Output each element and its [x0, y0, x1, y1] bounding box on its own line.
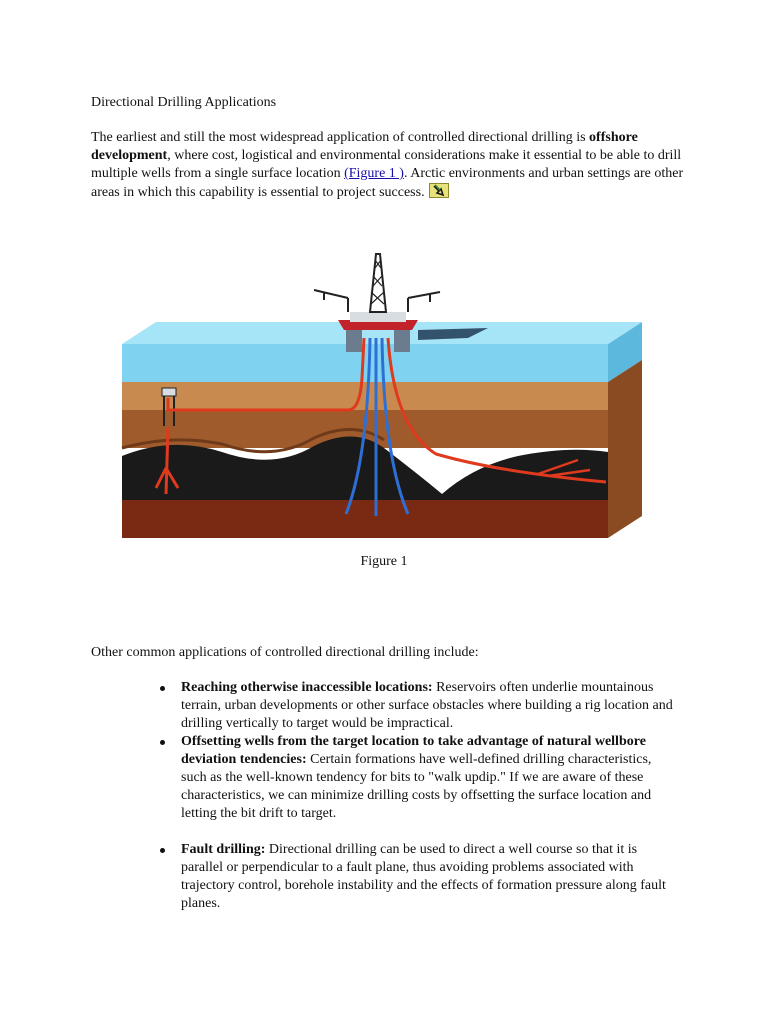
sediment-layer	[122, 382, 608, 410]
list-item-heading: Reaching otherwise inaccessible locations:	[181, 680, 433, 695]
list-item-text: Certain formations have well-defined drilling characteristics, such as the well-known tendency for bits to "walk updip." If we are aware of these characteristics, we can minimize drilling costs by offsetting the surface location and letting the bit drift to target.	[181, 752, 652, 821]
list-item	[181, 679, 677, 733]
list-item-text: Directional drilling can be used to direct a well course so that it is parallel or perpendicular to a fault plane, thus avoiding problems associated with trajectory control, borehole instability and the effects of formation pressure along fault planes.	[181, 842, 666, 911]
intro-bold-offshore: offshore development	[91, 130, 638, 163]
crane-right	[408, 292, 440, 312]
list-item	[181, 733, 677, 823]
figure-caption: Figure 1	[360, 554, 408, 569]
applications-list	[181, 679, 677, 913]
figure-1-link[interactable]: (Figure 1 )	[344, 166, 404, 181]
bottom-layer	[122, 500, 608, 538]
page-title: Directional Drilling Applications	[91, 95, 277, 110]
list-item	[181, 841, 677, 913]
intro-text-2: , where cost, logistical and environmental considerations make it essential to be able to drill multiple wells from a single surface location	[91, 148, 682, 181]
list-item-heading: Fault drilling:	[181, 842, 266, 857]
subsea-wellhead	[162, 388, 176, 396]
platform-top	[350, 312, 406, 322]
crane-left	[314, 290, 348, 312]
list-item-heading: Offsetting wells from the target location to take advantage of natural wellbore deviation tendencies:	[181, 734, 646, 767]
block-side-earth	[608, 360, 642, 538]
figure-1-illustration	[118, 248, 646, 540]
intro-text-1: The earliest and still the most widespread application of controlled directional drilling is	[91, 130, 590, 145]
intro-text-3: . Arctic environments and urban settings are other areas in which this capability is essential to project success.	[91, 166, 684, 200]
list-intro: Other common applications of controlled directional drilling include:	[91, 645, 479, 660]
list-item-text: Reservoirs often underlie mountainous terrain, urban developments or other surface obstacles where building a rig location and drilling vertically to target would be impractical.	[181, 680, 673, 731]
water-body	[122, 344, 608, 382]
intro-paragraph	[91, 129, 691, 202]
arrow-link-icon[interactable]	[429, 183, 449, 198]
offshore-drilling-diagram	[118, 248, 646, 540]
